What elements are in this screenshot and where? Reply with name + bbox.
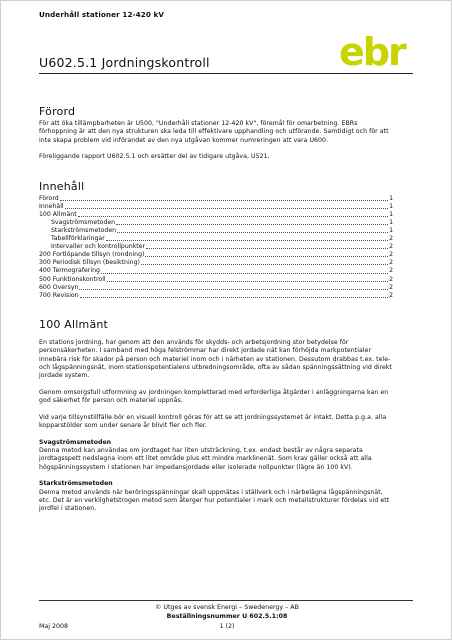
toc-entry-page: 2 [389, 291, 393, 299]
toc-entry-page: 2 [389, 251, 393, 259]
stark-paragraph: Denna metod används när beröringsspänningar skall uppmätas i ställverk och i närbelägna lågspänningsnät, etc. Det är en verklighetstrogen metod som återger hur potentialer i mark och metallstrukturer fördelas vid ett jordfel i stationen. [39, 488, 390, 513]
ebr-logo [337, 35, 429, 69]
toc-entry-label: 400 Termografering [39, 267, 100, 275]
toc-entry[interactable] [39, 292, 393, 300]
table-of-contents [39, 195, 393, 300]
toc-leader-dots [117, 227, 388, 233]
allmant-paragraph-3: Vid varje tillsynstillfälle bör en visuell kontroll göras för att se att jordningssystemet är intakt. Detta p.g.a. alla kopparstölder som under senare år blivit fler och fler. [39, 413, 387, 430]
toc-entry[interactable] [39, 251, 393, 259]
toc-section [39, 180, 393, 300]
toc-entry[interactable] [39, 267, 393, 275]
main-content [39, 105, 393, 514]
toc-leader-dots [107, 276, 388, 282]
toc-entry[interactable] [39, 259, 393, 267]
toc-entry-label: Förord [39, 194, 59, 202]
forord-heading: Förord [39, 105, 76, 118]
toc-entry-page: 2 [389, 267, 393, 275]
toc-entry-label: 700 Revision [39, 291, 79, 299]
toc-entry-page: 1 [389, 218, 393, 226]
toc-leader-dots [141, 259, 388, 265]
toc-entry-page: 1 [389, 210, 393, 218]
toc-entry-label: 300 Periodisk tillsyn (besiktning) [39, 259, 140, 267]
stark-heading: Starkströmsmetoden [39, 480, 113, 488]
toc-entry-label: Innehåll [39, 202, 64, 210]
toc-entry-label: 200 Fortlöpande tillsyn (rondning) [39, 251, 145, 259]
header-divider [39, 73, 413, 74]
toc-entry[interactable] [39, 243, 393, 251]
toc-entry-label: Svagströmsmetoden [51, 218, 116, 226]
toc-leader-dots [116, 219, 388, 225]
forord-section [39, 105, 393, 162]
toc-leader-dots [106, 235, 388, 241]
toc-entry-label: 100 Allmänt [39, 210, 77, 218]
toc-leader-dots [101, 268, 388, 274]
toc-entry-page: 2 [389, 235, 393, 243]
toc-entry-label: 500 Funktionskontroll [39, 275, 106, 283]
toc-leader-dots [80, 292, 388, 298]
allmant-section [39, 318, 393, 514]
toc-leader-dots [78, 211, 388, 217]
svag-heading: Svagströmsmetoden [39, 438, 112, 446]
footer-order-number: Beställningsnummer U 602.5.1:08 [166, 613, 288, 620]
footer-date: Maj 2008 [39, 623, 69, 630]
toc-entry-label: Tabellförklaringar [51, 235, 105, 243]
document-title: U602.5.1 Jordningskontroll [39, 55, 210, 70]
toc-entry-page: 1 [389, 202, 393, 210]
toc-heading: Innehåll [39, 179, 85, 193]
toc-entry-page: 1 [389, 227, 393, 234]
toc-entry-page: 1 [389, 194, 393, 202]
toc-entry[interactable] [39, 203, 393, 211]
toc-entry-page: 2 [389, 243, 393, 251]
toc-leader-dots [65, 203, 388, 209]
footer-copyright: © Utges av svensk Energi – Swedenergy – AB [155, 604, 299, 611]
toc-leader-dots [60, 195, 388, 201]
toc-entry[interactable] [39, 195, 393, 203]
forord-paragraph-1: För att öka tillämpbarheten är U500, "Underhåll stationer 12-420 kV", föremål för omarbetning. EBRs förhoppning är att den nya strukturen ska leda till effektivare upphandling och utförande. Samtidigt och för att inte skapa problem vid införandet av den nya utgåvan kommer numreringen att vara U600. [39, 120, 389, 144]
toc-entry-label: Intervaller och kontrollpunkter [51, 243, 146, 251]
toc-leader-dots [146, 243, 388, 249]
toc-leader-dots [145, 251, 388, 257]
allmant-paragraph-1: En stations jordning, har genom att den används för skydds- och arbetsjordning stor betydelse för personsäkerheten. I samband med höga felströmmar har direkt jordade nät kan förhöjda markpotentialer innebära risk för skador på person och materiel inom och i närheten av stationen. Dessutom drabbas t.ex. tele- och lågspänningsnät, inom stationspotentialens utbredningsområde, ofta av sådan spänningssättning vid direkt jordade system. [39, 338, 393, 380]
toc-entry[interactable] [39, 235, 393, 243]
svag-paragraph: Denna metod kan användas om jordtaget har liten utsträckning, t.ex. endast består av några separata jordtagsspett nedslagna inom ett litet område plus ett mindre marklinenät. Som krav gäller också att alla högspänningssystem i stationen har impedansjordade eller isolerade nollpunkter (lägre än 100 kV). [39, 446, 372, 471]
toc-entry-label: Starkströmsmetoden [51, 227, 117, 234]
toc-entry[interactable] [39, 211, 393, 219]
toc-entry-page: 2 [389, 283, 393, 291]
toc-leader-dots [79, 284, 388, 290]
allmant-heading: 100 Allmänt [39, 317, 109, 331]
toc-entry-label: 600 Översyn [39, 283, 79, 291]
series-title: Underhåll stationer 12-420 kV [39, 10, 165, 19]
logo-text: ebr [339, 35, 405, 69]
toc-entry[interactable] [39, 227, 393, 235]
forord-paragraph-2: Föreliggande rapport U602.5.1 och ersätter del av tidigare utgåva, U521. [39, 153, 270, 161]
toc-entry-page: 2 [389, 259, 393, 267]
footer-divider [39, 600, 413, 601]
footer-page-number: 1 (2) [219, 623, 235, 630]
toc-entry-page: 2 [389, 275, 393, 283]
toc-entry[interactable] [39, 284, 393, 292]
allmant-paragraph-2: Genom omsorgsfull utformning av jordningen kompletterad med erforderliga åtgärder i anläggningarna kan en god säkerhet för person och materiel uppnås. [39, 388, 389, 405]
toc-entry[interactable] [39, 276, 393, 284]
toc-entry[interactable] [39, 219, 393, 227]
